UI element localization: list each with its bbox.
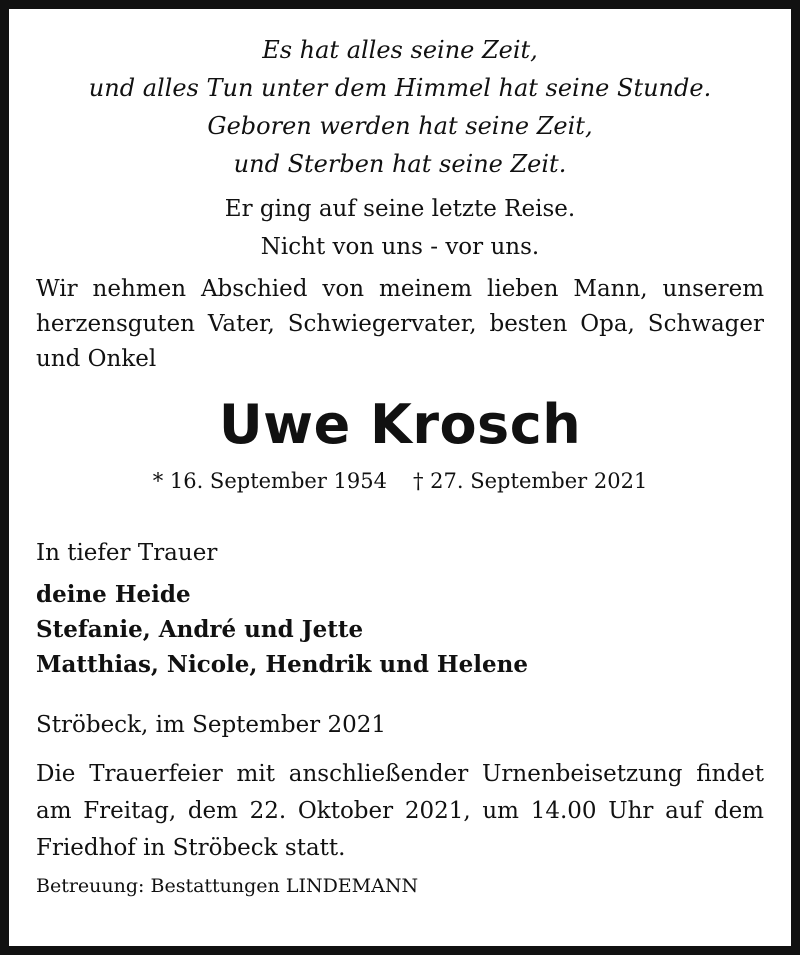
family-member: Matthias, Nicole, Hendrik und Helene: [36, 651, 529, 678]
birth-date: * 16. September 1954: [152, 469, 387, 493]
life-dates: [36, 469, 764, 493]
place-date: Ströbeck, im September 2021: [36, 712, 387, 738]
obituary-content: [36, 31, 764, 928]
poem-line: Es hat alles seine Zeit,: [262, 36, 538, 64]
poem-line: Geboren werden hat seine Zeit,: [207, 112, 593, 140]
death-date: † 27. September 2021: [413, 469, 648, 493]
funeral-home: Betreuung: Bestattungen LINDEMANN: [36, 875, 419, 897]
family-member: deine Heide: [36, 581, 191, 608]
mourning-label: In tiefer Trauer: [36, 540, 218, 566]
poem-line: und Sterben hat seine Zeit.: [233, 150, 567, 178]
family-member: Stefanie, André und Jette: [36, 616, 364, 643]
quote-journey: Er ging auf seine letzte Reise.: [224, 196, 576, 222]
poem-line: und alles Tun unter dem Himmel hat seine Stunde.: [88, 74, 712, 102]
poem: [36, 31, 764, 183]
funeral-notice: Die Trauerfeier mit anschließender Urnenbeisetzung findet am Freitag, dem 22. Oktober 2021, um 14.00 Uhr auf dem Friedhof in Ströbeck statt.: [36, 761, 764, 861]
quote-ahead: Nicht von uns - vor uns.: [260, 234, 540, 260]
family-list: [36, 577, 764, 682]
farewell-intro: Wir nehmen Abschied von meinem lieben Mann, unserem herzensguten Vater, Schwiegervater, besten Opa, Schwager und Onkel: [36, 276, 764, 372]
deceased-name: Uwe Krosch: [218, 393, 582, 456]
